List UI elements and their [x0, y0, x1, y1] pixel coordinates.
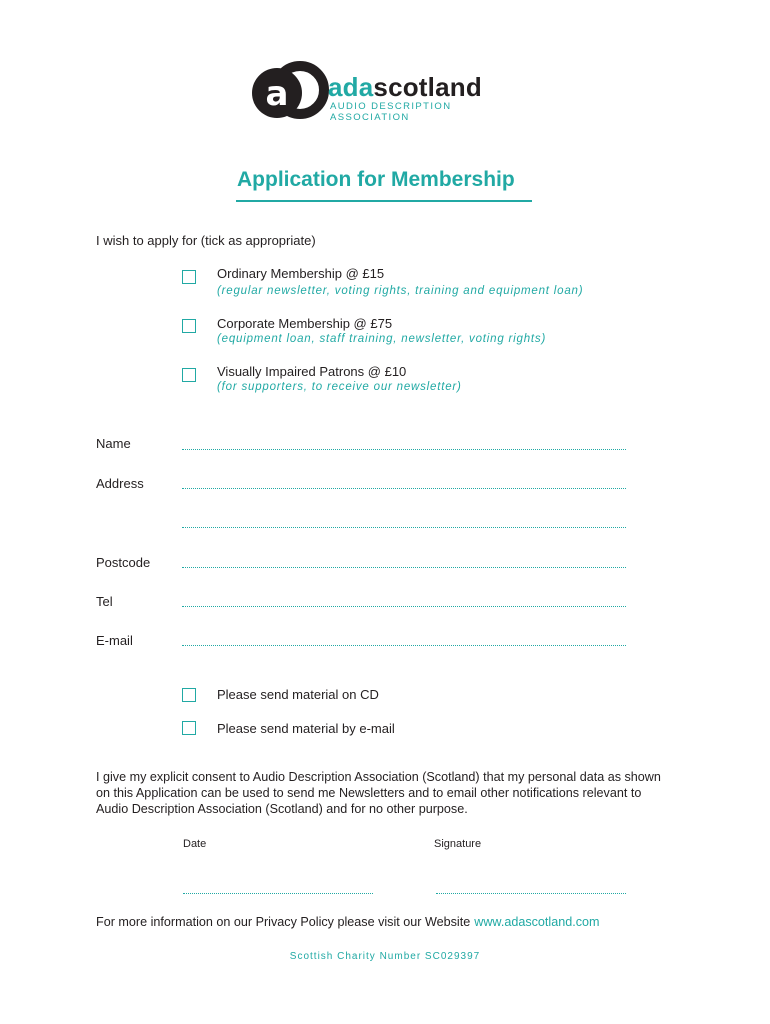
send-cd-label: Please send material on CD [217, 687, 379, 702]
option-desc-ordinary: (regular newsletter, voting rights, training and equipment loan) [217, 285, 584, 297]
consent-text: I give my explicit consent to Audio Description Association (Scotland) that my personal data as shown on this Application can be used to send me Newsletters and to email other notifications relevant to Audio Description Association (Scotland) and for no other purpose. [96, 770, 661, 816]
postcode-field[interactable] [182, 567, 626, 568]
intro-text: I wish to apply for (tick as appropriate) [96, 233, 316, 248]
option-title-corporate: Corporate Membership @ £75 [217, 316, 393, 331]
checkbox-vi-patrons[interactable] [182, 368, 196, 382]
charity-number: Scottish Charity Number SC029397 [289, 951, 481, 962]
ad-logo-icon [250, 58, 330, 128]
svg-text:a: a [265, 74, 289, 114]
checkbox-corporate-membership[interactable] [182, 319, 196, 333]
checkbox-send-email[interactable] [182, 721, 196, 735]
send-email-label: Please send material by e-mail [217, 721, 395, 736]
option-title-ordinary: Ordinary Membership @ £15 [217, 266, 385, 281]
date-field[interactable] [183, 893, 373, 894]
signature-label: Signature [434, 838, 482, 850]
logo-tagline: AUDIO DESCRIPTION ASSOCIATION [330, 101, 452, 123]
title-underline [236, 200, 532, 202]
email-field[interactable] [182, 645, 626, 646]
checkbox-ordinary-membership[interactable] [182, 270, 196, 284]
tel-label: Tel [96, 594, 113, 609]
name-field[interactable] [182, 449, 626, 450]
option-desc-vi-patrons: (for supporters, to receive our newsletter) [217, 381, 462, 393]
date-label: Date [183, 838, 207, 850]
postcode-label: Postcode [96, 555, 151, 570]
page-title: Application for Membership [237, 168, 515, 191]
option-desc-corporate: (equipment loan, staff training, newsletter, voting rights) [217, 333, 547, 345]
privacy-text: For more information on our Privacy Policy please visit our Website [96, 915, 471, 929]
website-link[interactable]: www.adascotland.com [474, 915, 600, 929]
address-field-line-1[interactable] [182, 488, 626, 489]
address-field-line-2[interactable] [182, 527, 626, 528]
option-title-vi-patrons: Visually Impaired Patrons @ £10 [217, 364, 407, 379]
email-label: E-mail [96, 633, 133, 648]
name-label: Name [96, 436, 131, 451]
tel-field[interactable] [182, 606, 626, 607]
signature-field[interactable] [436, 893, 626, 894]
checkbox-send-cd[interactable] [182, 688, 196, 702]
address-label: Address [96, 476, 144, 491]
logo-wordmark: adascotland [328, 72, 482, 102]
logo [250, 58, 510, 128]
privacy-note [96, 915, 600, 929]
